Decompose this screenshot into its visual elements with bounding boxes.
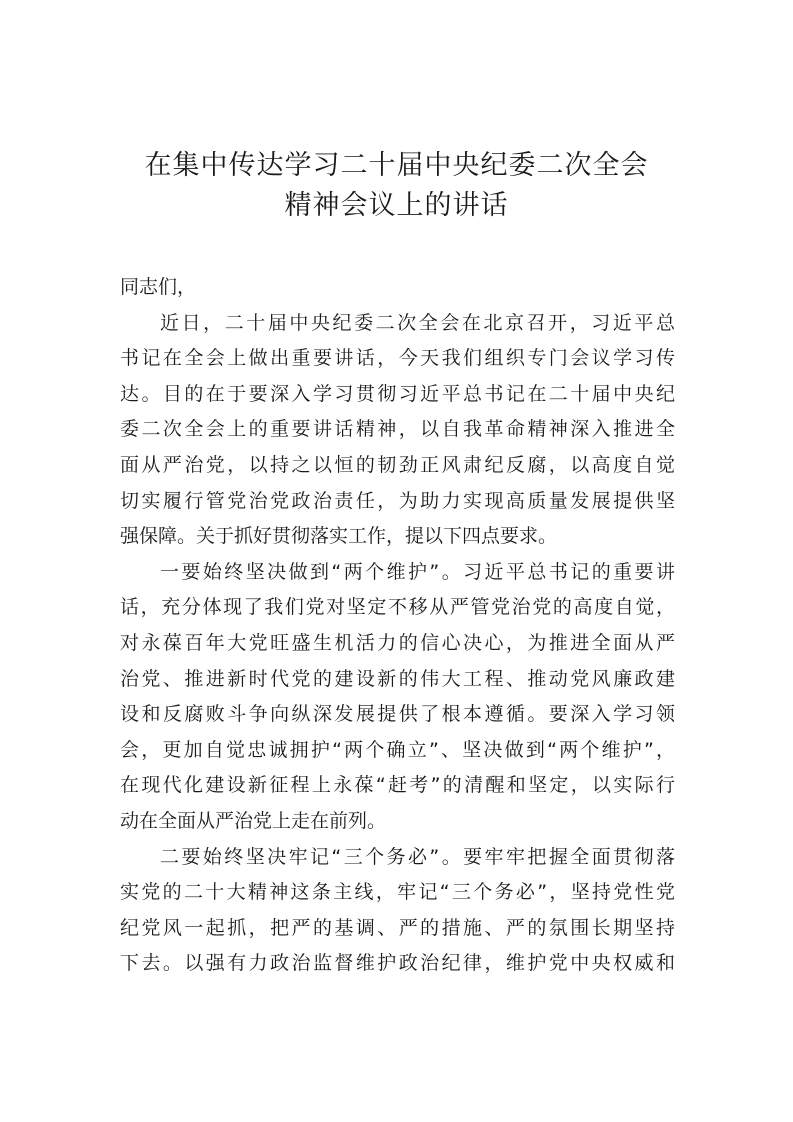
text-line: 面从严治党，以持之以恒的韧劲正风肃纪反腐，以高度自觉	[120, 453, 675, 476]
text-line: 切实履行管党治党政治责任，为助力实现高质量发展提供坚	[120, 489, 675, 512]
text-line: 委二次全会上的重要讲话精神，以自我革命精神深入推进全	[120, 418, 675, 441]
text-line: 一要始终坚决做到“两个维护”。习近平总书记的重要讲	[160, 560, 675, 583]
text-line: 动在全面从严治党上走在前列。	[120, 809, 387, 832]
text-line: 纪党风一起抓，把严的基调、严的措施、严的氛围长期坚持	[120, 916, 675, 939]
text-line: 会，更加自觉忠诚拥护“两个确立”、坚决做到“两个维护”，	[120, 738, 675, 761]
text-line: 二要始终坚决牢记“三个务必”。要牢牢把握全面贯彻落	[160, 845, 675, 868]
document-title-line-1: 在集中传达学习二十届中央纪委二次全会	[144, 150, 649, 181]
text-line: 对永葆百年大党旺盛生机活力的信心决心，为推进全面从严	[120, 631, 675, 654]
text-line: 治党、推进新时代党的建设新的伟大工程、推动党风廉政建	[120, 667, 675, 690]
text-line: 话，充分体现了我们党对坚定不移从严管党治党的高度自觉，	[120, 596, 675, 619]
text-line: 下去。以强有力政治监督维护政治纪律，维护党中央权威和	[120, 952, 675, 975]
text-line: 达。目的在于要深入学习贯彻习近平总书记在二十届中央纪	[120, 382, 675, 405]
salutation: 同志们，	[120, 276, 197, 298]
text-line: 近日，二十届中央纪委二次全会在北京召开，习近平总	[160, 311, 675, 334]
text-line: 在现代化建设新征程上永葆“赶考”的清醒和坚定，以实际行	[120, 774, 675, 797]
text-line: 设和反腐败斗争向纵深发展提供了根本遵循。要深入学习领	[120, 703, 675, 726]
text-line: 强保障。关于抓好贯彻落实工作，提以下四点要求。	[120, 525, 558, 548]
paragraph-point-one	[120, 555, 675, 840]
document-title-line-2: 精神会议上的讲话	[284, 190, 509, 221]
text-line: 实党的二十大精神这条主线，牢记“三个务必”，坚持党性党	[120, 881, 675, 904]
paragraph-point-two	[120, 840, 675, 982]
document-body	[120, 270, 675, 982]
text-line: 书记在全会上做出重要讲话，今天我们组织专门会议学习传	[120, 347, 675, 370]
paragraph-intro	[120, 306, 675, 555]
